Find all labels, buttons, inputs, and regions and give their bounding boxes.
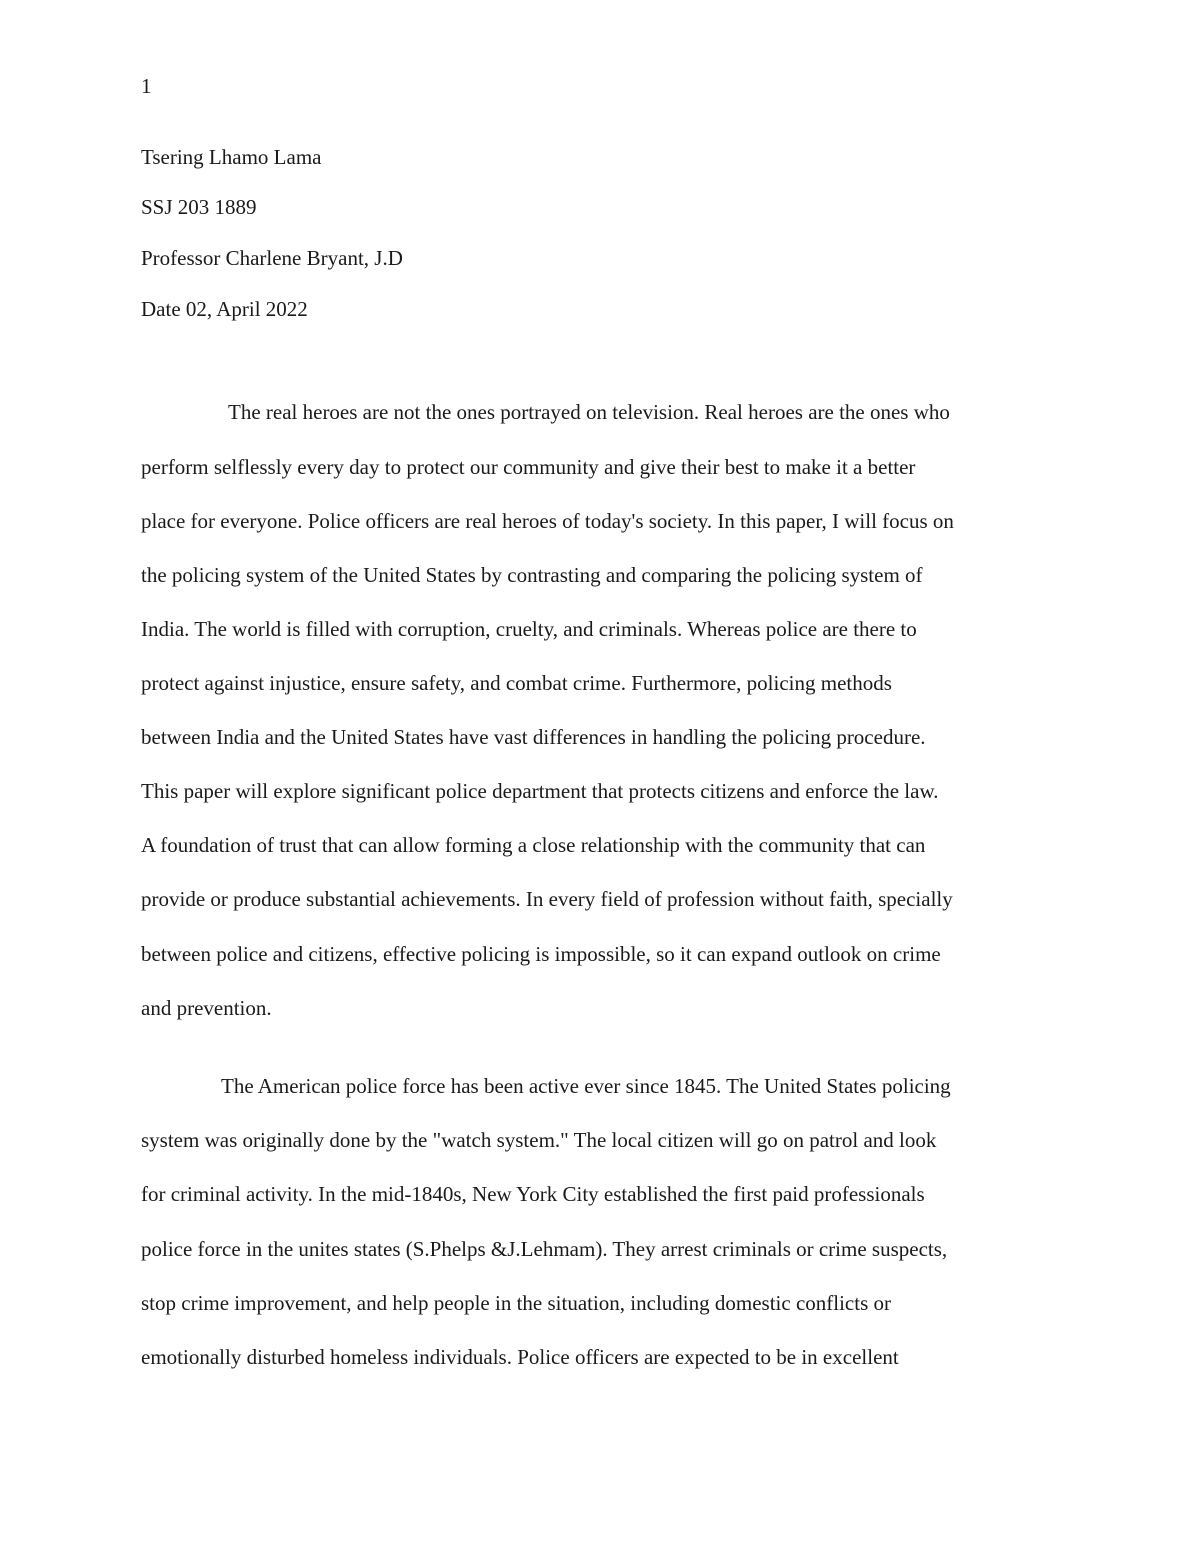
paragraph-1-line: This paper will explore significant police department that protects citizens and enforce the law. bbox=[141, 779, 939, 803]
course-code: SSJ 203 1889 bbox=[141, 195, 257, 219]
page-number: 1 bbox=[141, 74, 152, 98]
paragraph-1-line: between India and the United States have vast differences in handling the policing procedure. bbox=[141, 725, 926, 749]
submission-date: Date 02, April 2022 bbox=[141, 297, 308, 321]
author-name: Tsering Lhamo Lama bbox=[141, 145, 322, 169]
paragraph-1-line: the policing system of the United States by contrasting and comparing the policing system of bbox=[141, 563, 923, 587]
paragraph-1-line: The real heroes are not the ones portrayed on television. Real heroes are the ones who bbox=[228, 400, 950, 424]
paragraph-2-line: for criminal activity. In the mid-1840s, New York City established the first paid professionals bbox=[141, 1182, 925, 1206]
paragraph-1-line: protect against injustice, ensure safety, and combat crime. Furthermore, policing methods bbox=[141, 671, 892, 695]
paragraph-2-line: The American police force has been active ever since 1845. The United States policing bbox=[221, 1074, 951, 1098]
paragraph-2-line: system was originally done by the "watch system." The local citizen will go on patrol and look bbox=[141, 1128, 937, 1152]
paragraph-1-line: India. The world is filled with corruption, cruelty, and criminals. Whereas police are there to bbox=[141, 617, 917, 641]
paragraph-2-line: stop crime improvement, and help people in the situation, including domestic conflicts or bbox=[141, 1291, 892, 1315]
paragraph-1-line: perform selflessly every day to protect our community and give their best to make it a better bbox=[141, 455, 916, 479]
paragraph-1-line: provide or produce substantial achievements. In every field of profession without faith, specially bbox=[141, 887, 953, 911]
paragraph-1-line: and prevention. bbox=[141, 996, 272, 1020]
paragraph-1-line: between police and citizens, effective policing is impossible, so it can expand outlook on crime bbox=[141, 942, 941, 966]
professor-name: Professor Charlene Bryant, J.D bbox=[141, 246, 403, 270]
paragraph-2-line: emotionally disturbed homeless individuals. Police officers are expected to be in excellent bbox=[141, 1345, 899, 1369]
paragraph-1-line: place for everyone. Police officers are real heroes of today's society. In this paper, I will focus on bbox=[141, 509, 954, 533]
paragraph-1-line: A foundation of trust that can allow forming a close relationship with the community that can bbox=[141, 833, 926, 857]
paragraph-2-line: police force in the unites states (S.Phelps &J.Lehmam). They arrest criminals or crime suspects, bbox=[141, 1237, 948, 1261]
